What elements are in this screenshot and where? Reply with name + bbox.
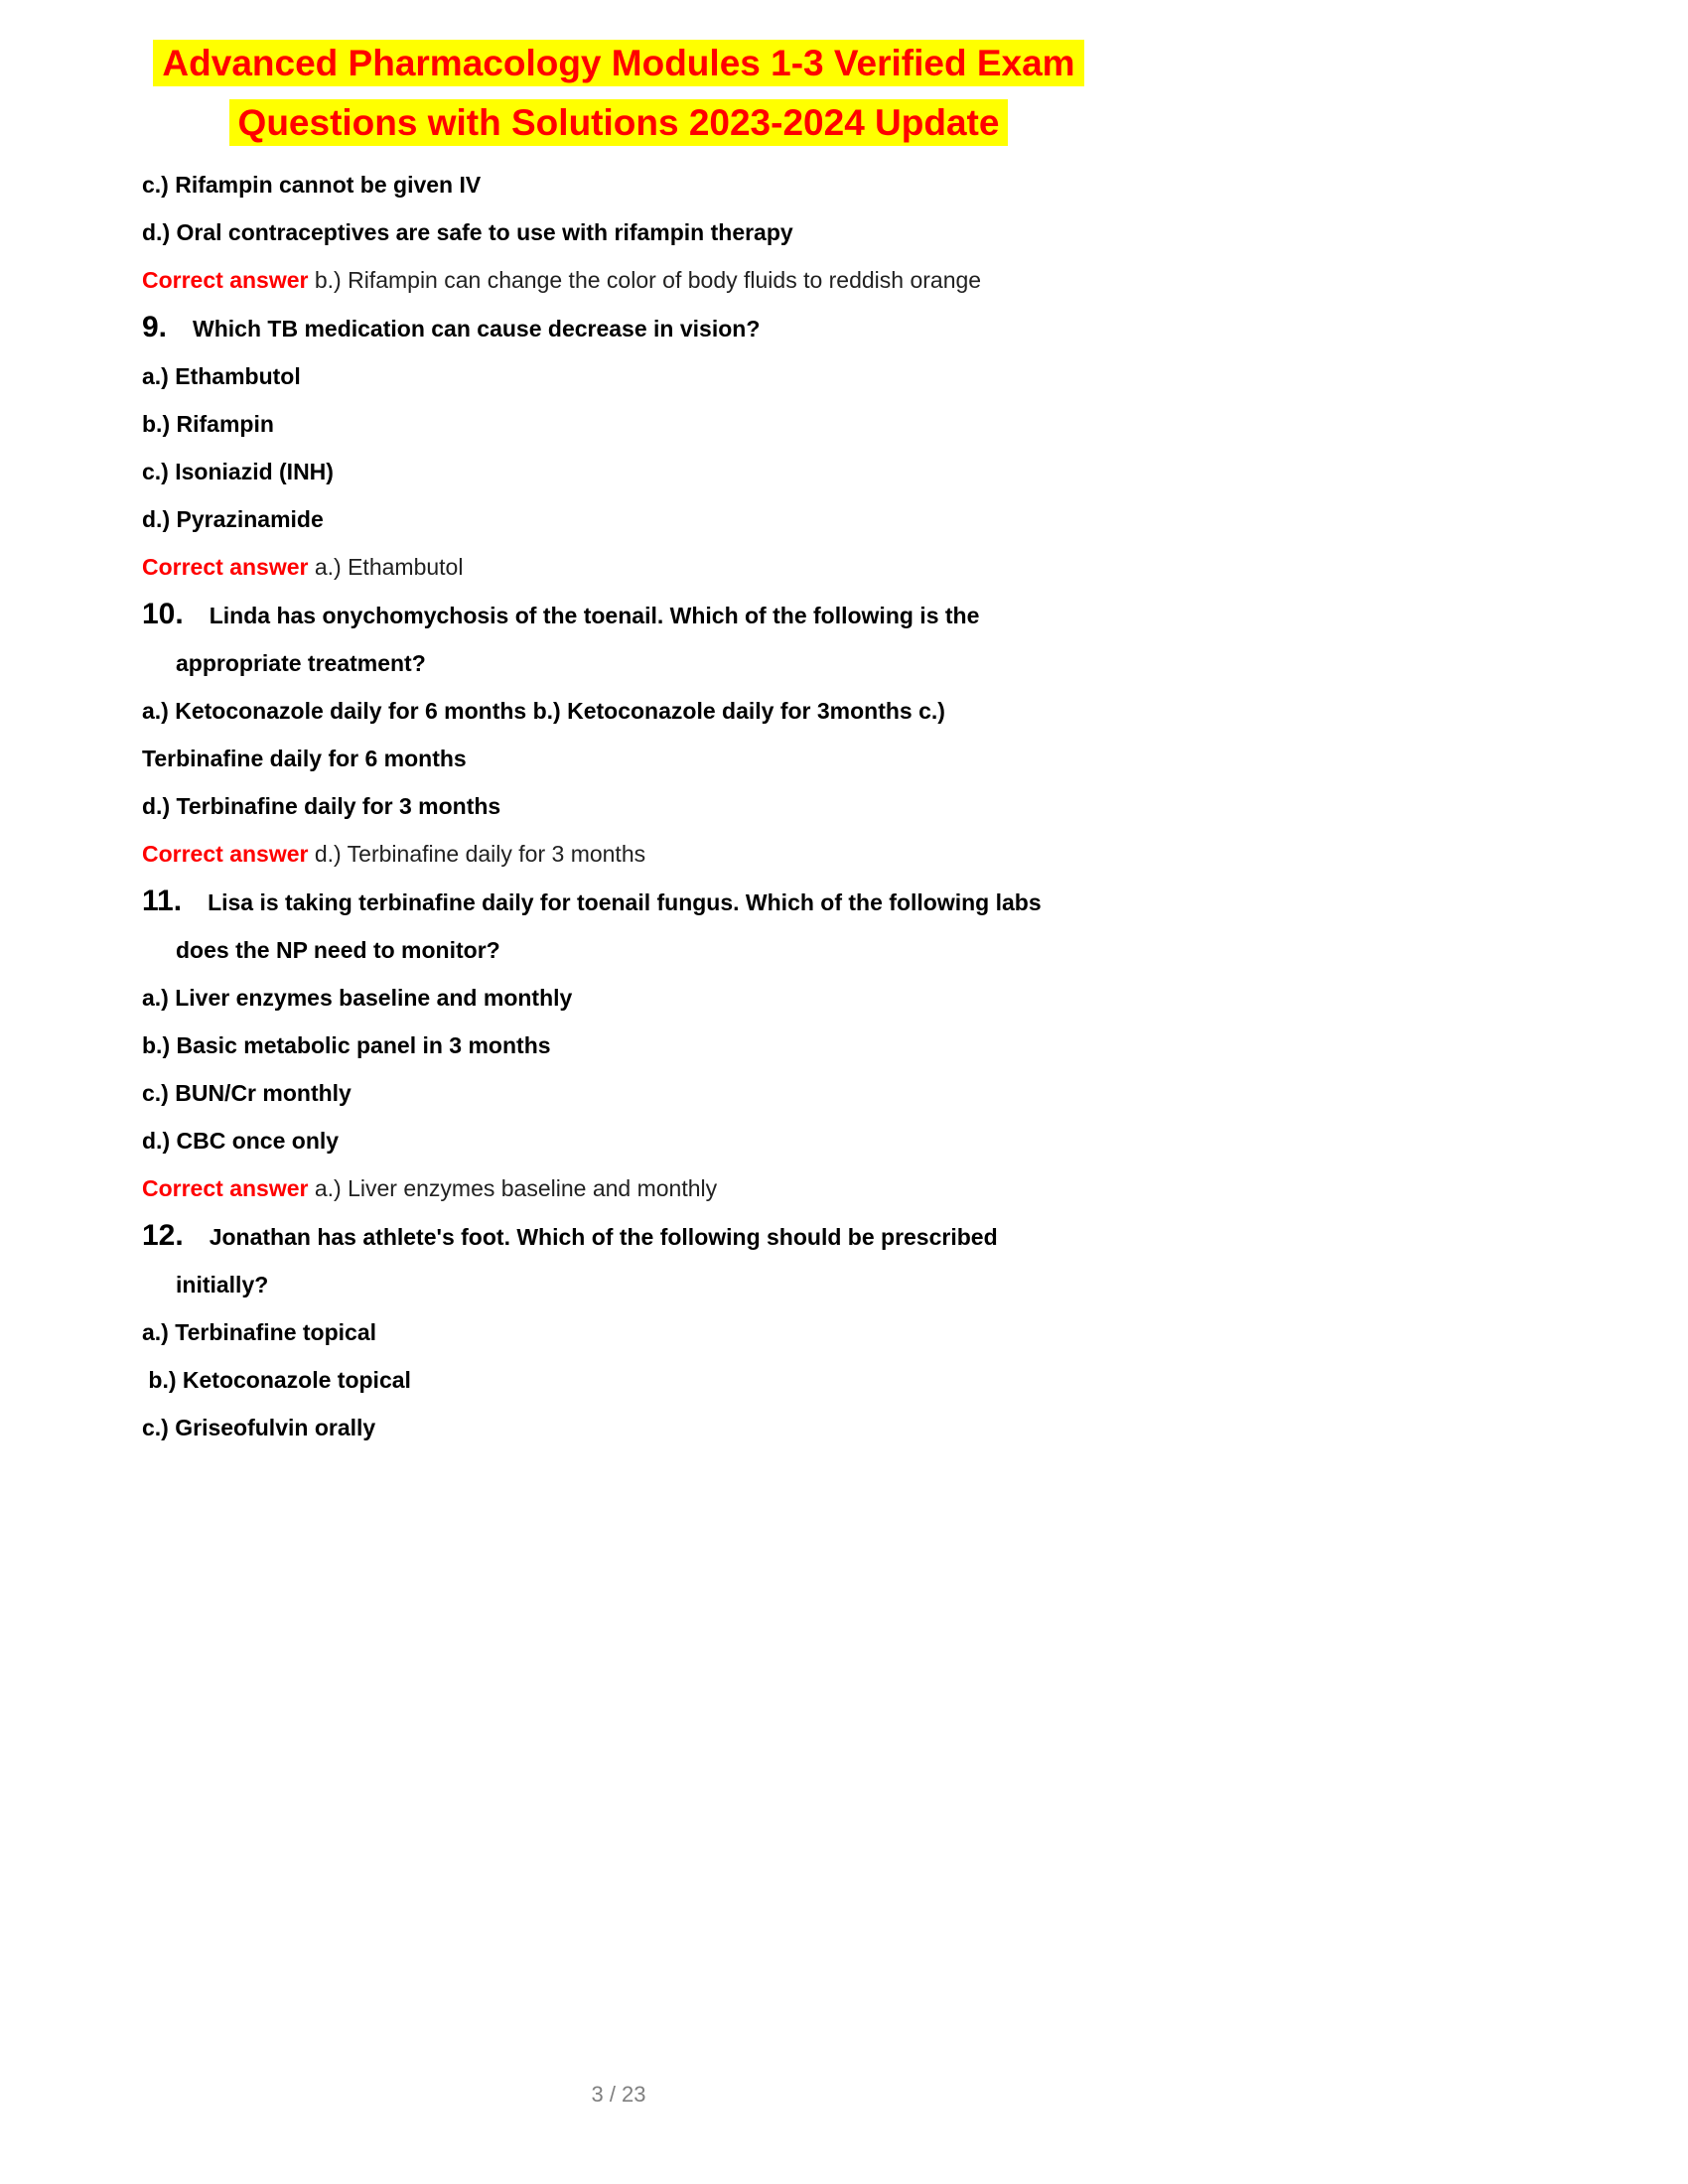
question-line [142, 591, 1095, 687]
question-text: Linda has onychomychosis of the toenail. Which of the following is the appropriate treatment? [176, 603, 980, 676]
title-line-2: Questions with Solutions 2023-2024 Update [229, 99, 1009, 146]
correct-answer-text: a.) Ethambutol [314, 554, 464, 580]
option-line: b.) Basic metabolic panel in 3 months [142, 1032, 551, 1058]
correct-answer-text: a.) Liver enzymes baseline and monthly [314, 1175, 718, 1201]
option-line: a.) Liver enzymes baseline and monthly [142, 985, 573, 1011]
question-line [142, 878, 1095, 974]
option-line: a.) Ketoconazole daily for 6 months b.) Ketoconazole daily for 3months c.) [142, 698, 945, 724]
correct-answer-line [142, 256, 1095, 304]
question-line [142, 304, 1095, 352]
correct-answer-line [142, 830, 1095, 878]
correct-answer-label: Correct answer [142, 1175, 309, 1201]
question-text: Jonathan has athlete's foot. Which of the following should be prescribed initially? [176, 1224, 998, 1297]
question-number: 10. [142, 598, 184, 630]
correct-answer-label: Correct answer [142, 554, 309, 580]
correct-answer-line [142, 543, 1095, 591]
document-title [142, 34, 1095, 153]
option-line: b.) Rifampin [142, 411, 274, 437]
option-line: d.) Terbinafine daily for 3 months [142, 793, 501, 819]
option-line: d.) Oral contraceptives are safe to use with rifampin therapy [142, 219, 793, 245]
correct-answer-label: Correct answer [142, 267, 309, 293]
title-line-1: Advanced Pharmacology Modules 1-3 Verified Exam [153, 40, 1083, 86]
option-line: c.) Rifampin cannot be given IV [142, 172, 482, 198]
option-line: d.) Pyrazinamide [142, 506, 324, 532]
correct-answer-line [142, 1164, 1095, 1212]
option-line: c.) BUN/Cr monthly [142, 1080, 352, 1106]
question-list [142, 161, 1095, 1451]
question-text: Which TB medication can cause decrease in vision? [193, 316, 761, 341]
option-line: c.) Griseofulvin orally [142, 1415, 376, 1440]
option-line: b.) Ketoconazole topical [142, 1367, 411, 1393]
question-number: 11. [142, 885, 183, 917]
document-content [142, 34, 1095, 1451]
option-line: d.) CBC once only [142, 1128, 340, 1154]
option-line: a.) Ethambutol [142, 363, 301, 389]
option-line: c.) Isoniazid (INH) [142, 459, 334, 484]
question-text: Lisa is taking terbinafine daily for toenail fungus. Which of the following labs does the NP need to monitor? [176, 889, 1042, 963]
page-number: 3 / 23 [591, 2082, 646, 2107]
question-number: 9. [142, 311, 168, 343]
option-line: Terbinafine daily for 6 months [142, 746, 467, 771]
correct-answer-text: b.) Rifampin can change the color of body fluids to reddish orange [314, 267, 982, 293]
question-line [142, 1212, 1095, 1308]
question-number: 12. [142, 1219, 184, 1252]
correct-answer-text: d.) Terbinafine daily for 3 months [314, 841, 646, 867]
option-line: a.) Terbinafine topical [142, 1319, 376, 1345]
correct-answer-label: Correct answer [142, 841, 309, 867]
